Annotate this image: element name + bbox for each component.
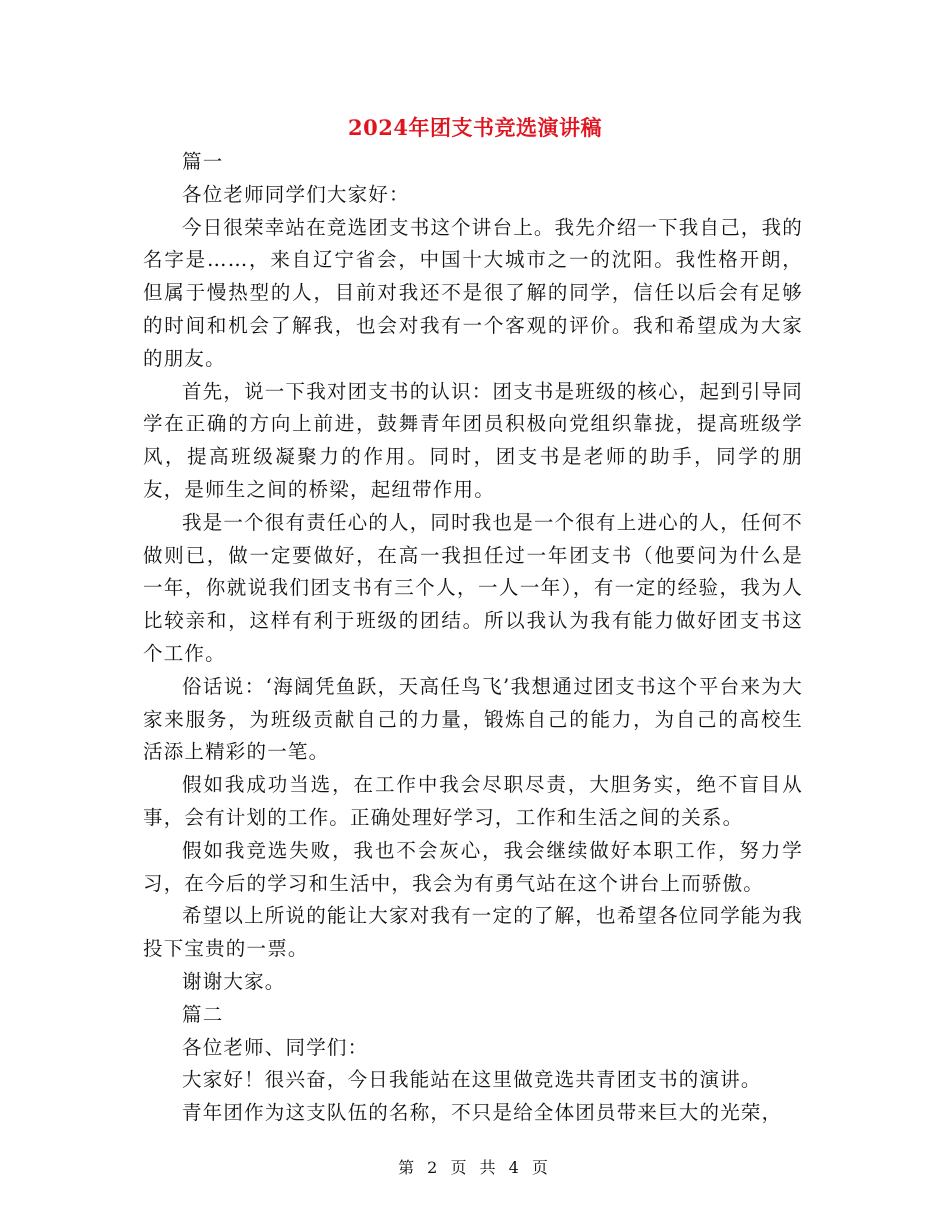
paragraph: 俗话说：‘海阔凭鱼跃，天高任鸟飞’我想通过团支书这个平台来为大家来服务，为班级贡献自己的力量，锻炼自己的能力，为自己的高校生活添上精彩的一笔。 (143, 674, 803, 764)
paragraph: 青年团作为这支队伍的名称，不只是给全体团员带来巨大的光荣， (182, 1101, 783, 1125)
paragraph: 大家好！很兴奋，今日我能站在这里做竞选共青团支书的演讲。 (182, 1068, 762, 1092)
paragraph: 假如我成功当选，在工作中我会尽职尽责，大胆务实，绝不盲目从事，会有计划的工作。正确处理好学习，工作和生活之间的关系。 (143, 773, 803, 829)
paragraph: 假如我竞选失败，我也不会灰心，我会继续做好本职工作，努力学习，在今后的学习和生活中，我会为有勇气站在这个讲台上而骄傲。 (143, 838, 803, 895)
greeting-1: 各位老师同学们大家好： (182, 182, 410, 206)
document-title: 2024年团支书竞选演讲稿 (348, 115, 602, 140)
greeting-2: 各位老师、同学们： (182, 1035, 369, 1059)
page-number: 第 2 页 共 4 页 (398, 1158, 552, 1177)
paragraph: 我是一个很有责任心的人，同时我也是一个很有上进心的人，任何不做则已，做一定要做好，在高一我担任过一年团支书（他要问为什么是一年，你就说我们团支书有三个人，一人一年），有一定的经验，我为人比较亲和，这样有利于班级的团结。所以我认为我有能力做好团支书这个工作。 (143, 510, 804, 665)
paragraph: 希望以上所说的能让大家对我有一定的了解，也希望各位同学能为我投下宝贵的一票。 (143, 904, 804, 961)
paragraph: 今日很荣幸站在竞选团支书这个讲台上。我先介绍一下我自己，我的名字是……，来自辽宁省会，中国十大城市之一的沈阳。我性格开朗，但属于慢热型的人，目前对我还不是很了解的同学，信任以后会有足够的时间和机会了解我，也会对我有一个客观的评价。我和希望成为大家的朋友。 (143, 215, 804, 370)
closing-thanks: 谢谢大家。 (182, 969, 286, 993)
document-body (143, 146, 803, 1130)
section-heading-2: 篇二 (182, 1002, 224, 1026)
section-heading-1: 篇一 (182, 150, 224, 173)
paragraph: 首先，说一下我对团支书的认识：团支书是班级的核心，起到引导同学在正确的方向上前进，鼓舞青年团员积极向党组织靠拢，提高班级学风，提高班级凝聚力的作用。同时，团支书是老师的助手，同学的朋友，是师生之间的桥梁，起纽带作用。 (143, 379, 804, 501)
